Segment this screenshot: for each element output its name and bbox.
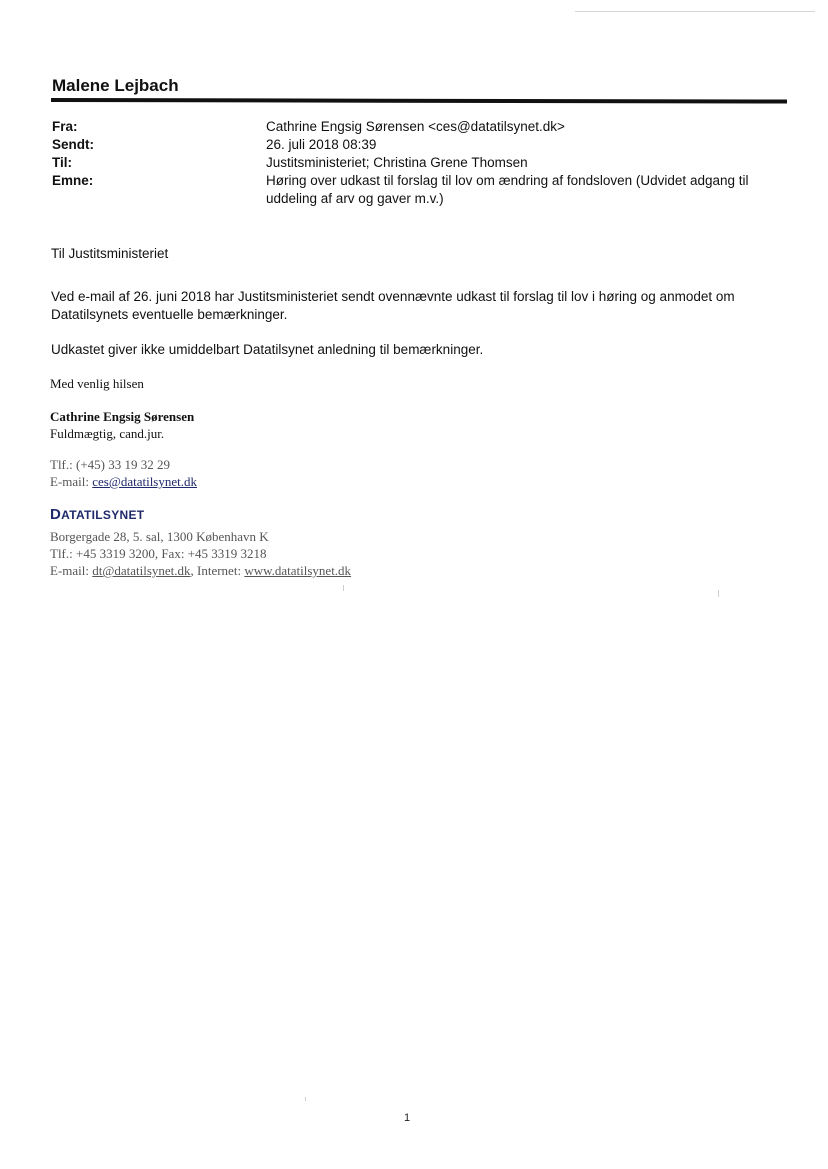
organization-address: Borgergade 28, 5. sal, 1300 København K — [50, 529, 269, 544]
signature-phone-line — [50, 456, 550, 473]
meta-value-sent: 26. juli 2018 08:39 — [266, 137, 377, 152]
signature-name: Cathrine Engsig Sørensen — [50, 409, 195, 424]
meta-row-sent — [52, 136, 782, 154]
organization-internet-label: , Internet: — [190, 563, 242, 578]
meta-value-subject: Høring over udkast til forslag til lov om ændring af fondsloven (Udvidet adgang til uddeling af arv og gaver m.v.) — [266, 173, 749, 206]
signature-email-link[interactable]: ces@datatilsynet.dk — [92, 474, 197, 489]
organization-name-rest: ATATILSYNET — [61, 508, 145, 522]
signature-phone-label: Tlf.: — [50, 457, 73, 472]
header-rule — [51, 98, 787, 104]
meta-label-sent: Sendt: — [52, 137, 94, 152]
document-owner-name: Malene Lejbach — [52, 76, 179, 95]
organization-logo-text — [50, 506, 144, 523]
meta-row-to — [52, 154, 782, 172]
closing-salutation: Med venlig hilsen — [50, 376, 144, 391]
scan-artifact-line — [575, 11, 815, 12]
body-paragraph-2: Udkastet giver ikke umiddelbart Datatilsynet anledning til bemærkninger. — [51, 342, 484, 357]
organization-contact-line — [50, 562, 550, 579]
meta-row-from — [52, 118, 782, 136]
organization-name-first: D — [50, 506, 62, 523]
meta-label-subject: Emne: — [52, 173, 94, 188]
signature-title: Fuldmægtig, cand.jur. — [50, 426, 165, 441]
greeting: Til Justitsministeriet — [51, 246, 169, 261]
scan-speck — [718, 590, 719, 597]
organization-email-label: E-mail: — [50, 563, 89, 578]
signature-phone: (+45) 33 19 32 29 — [76, 457, 170, 472]
signature-email-label: E-mail: — [50, 474, 89, 489]
organization-email-link[interactable]: dt@datatilsynet.dk — [92, 563, 191, 578]
meta-value-to: Justitsministeriet; Christina Grene Thomsen — [266, 155, 528, 170]
email-metadata — [52, 118, 782, 208]
organization-phone-fax: Tlf.: +45 3319 3200, Fax: +45 3319 3218 — [50, 546, 267, 561]
signature-email-line — [50, 473, 550, 490]
scan-speck — [305, 1097, 306, 1101]
organization-website-link[interactable]: www.datatilsynet.dk — [244, 563, 352, 578]
body-paragraph-1: Ved e-mail af 26. juni 2018 har Justitsministeriet sendt ovennævnte udkast til forslag til lov i høring og anmodet om Datatilsynets eventuelle bemærkninger. — [51, 289, 735, 322]
meta-label-to: Til: — [52, 155, 72, 170]
meta-value-from: Cathrine Engsig Sørensen <ces@datatilsynet.dk> — [266, 119, 565, 134]
page-number: 1 — [404, 1112, 411, 1124]
meta-row-subject — [52, 172, 782, 208]
meta-label-from: Fra: — [52, 119, 78, 134]
scan-speck — [343, 585, 344, 591]
